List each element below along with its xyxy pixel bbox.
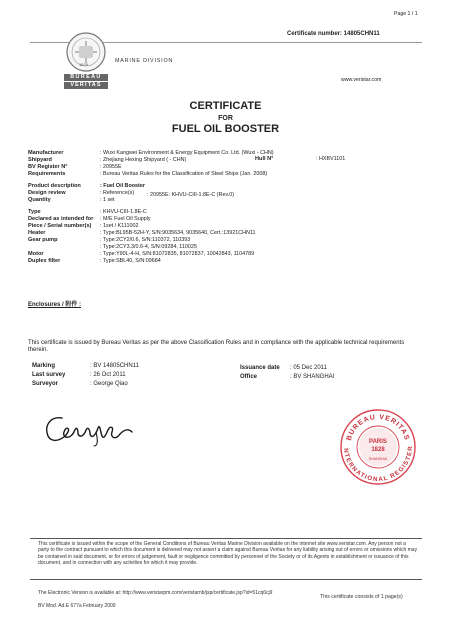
field-bv-register bbox=[28, 164, 438, 171]
statement: This certificate is issued by Bureau Veritas as per the above Classification Rules and in compliance with the applicable technical requirements therein. bbox=[28, 340, 405, 354]
marking-value: : BV 14805CHN11 bbox=[90, 363, 139, 369]
field-shipyard bbox=[28, 157, 438, 164]
design-reference: : 20955E: KHVU-CIII-1.8E-C (Rev.0) bbox=[147, 192, 235, 198]
surveyor-signature bbox=[40, 410, 140, 448]
field-value: : 20955E bbox=[100, 164, 122, 170]
field-label: Manufacturer bbox=[28, 150, 64, 156]
website: www.veristar.com bbox=[341, 77, 382, 83]
field-label: BV Register N° bbox=[28, 164, 68, 170]
title-product: FUEL OIL BOOSTER bbox=[171, 123, 280, 135]
title-certificate: CERTIFICATE bbox=[189, 100, 262, 112]
field-value: : Type:2CY2/0.6, S/N:110372, 110393 bbox=[100, 237, 191, 243]
stamp-top-text: BUREAU VERITAS bbox=[345, 413, 411, 442]
footer-pages: This certificate consists of 1 page(s) bbox=[320, 594, 403, 600]
last-survey-label: Last survey bbox=[32, 372, 66, 378]
field-quantity bbox=[28, 197, 438, 204]
field-value: : 1set / K111002 bbox=[100, 223, 139, 229]
logo-line2: VERITAS bbox=[70, 82, 102, 88]
enclosures: Enclosures / 附件 : bbox=[28, 302, 82, 308]
field-value: : Bureau Veritas Rules for the Classification of Steel Ships (Jan. 2008) bbox=[100, 171, 268, 177]
field-value: : Reference(s) bbox=[100, 190, 135, 196]
surveyor-value: : George Qiao bbox=[90, 381, 128, 387]
field-value: : 1 set bbox=[100, 197, 115, 203]
field-motor bbox=[28, 251, 438, 258]
field-serial-numbers bbox=[28, 223, 438, 230]
hull-value: : HXBV1101 bbox=[316, 156, 346, 162]
field-label: Quantity bbox=[28, 197, 51, 203]
last-survey-value: : 26 Oct 2011 bbox=[90, 372, 126, 378]
hull-label: Hull N° bbox=[255, 156, 274, 162]
field-requirements bbox=[28, 171, 438, 178]
logo-year: 1828 bbox=[79, 62, 88, 67]
footer-disclaimer: This certificate is issued within the scope of the General Conditions of Bureau Veritas Marine Division available on the internet site www.veristar.com. Any person not a party to the contract pursuant to which this document is delivered may not assert a claim against Bureau Veritas for any liability arising out of errors or omissions which may be contained in said document, or for errors of judgement, fault or negligence committed by personnel of the Society or of its Agents in establishment or issuance of this document, and in connection with any activities for which it may provide. bbox=[38, 541, 418, 566]
footer-divider bbox=[30, 538, 422, 539]
certificate-number: Certificate number: 14805CHN11 bbox=[287, 31, 380, 37]
bureau-veritas-logo bbox=[62, 30, 110, 92]
field-value: : Type:2CY3.3/0.6-4, S/N:09284, 110025 bbox=[100, 244, 197, 250]
field-value: : Zhejiang Hexing Shipyard ( - CHN) bbox=[100, 157, 187, 163]
page-number: Page 1 / 1 bbox=[394, 11, 418, 17]
stamp-center-2: 1828 bbox=[371, 447, 385, 453]
logo-line1: BUREAU bbox=[70, 74, 102, 80]
field-product-description bbox=[28, 183, 438, 190]
field-intended-for bbox=[28, 216, 438, 223]
field-value: : Type:BL95B-52H-Y, S/N:9035634, 9035640, Cert.:13921CHN11 bbox=[100, 230, 256, 236]
stamp-inner-text: SHANGHAI bbox=[368, 457, 388, 461]
division-label: MARINE DIVISION bbox=[115, 58, 174, 64]
field-gear-pump bbox=[28, 237, 438, 244]
field-label: Motor bbox=[28, 251, 44, 257]
stamp-bottom-text: NTERNATIONAL REGISTER bbox=[341, 445, 415, 484]
field-label: Shipyard bbox=[28, 157, 52, 163]
field-value: : M/E Fuel Oil Supply bbox=[100, 216, 151, 222]
footer-divider-2 bbox=[30, 579, 422, 580]
stamp-center-1: PARIS bbox=[369, 439, 387, 445]
field-value: : Fuel Oil Booster bbox=[100, 183, 145, 189]
office-value: : BV SHANGHAI bbox=[290, 374, 335, 380]
field-value: : Type:SBL40, S/N:09684 bbox=[100, 258, 161, 264]
field-label: Gear pump bbox=[28, 237, 58, 243]
office-label: Office bbox=[240, 374, 258, 380]
field-label: Piece / Serial number(s) bbox=[28, 223, 92, 229]
marking-label: Marking bbox=[32, 363, 56, 369]
issuance-value: : 05 Dec 2011 bbox=[290, 365, 327, 371]
surveyor-label: Surveyor bbox=[32, 381, 59, 387]
field-type bbox=[28, 209, 438, 216]
field-gear-pump-2 bbox=[28, 244, 438, 251]
field-label: Declared as intended for bbox=[28, 216, 94, 222]
field-label: Requirements bbox=[28, 171, 66, 177]
field-heater bbox=[28, 230, 438, 237]
issuance-label: Issuance date bbox=[240, 365, 280, 371]
title-for: FOR bbox=[218, 115, 233, 122]
field-label: Product description bbox=[28, 183, 81, 189]
field-duplex-filter bbox=[28, 258, 438, 265]
field-manufacturer bbox=[28, 150, 438, 157]
footer-model: BV Mod. Ad.E 677a February 2009 bbox=[38, 603, 116, 609]
footer-electronic: The Electronic Version is available at: http://www.veristarpm.com/veristarnb/jsp/certificate.jsp?id=51cq6cj9 bbox=[38, 590, 273, 596]
stamp-icon bbox=[338, 407, 418, 487]
field-label: Duplex filter bbox=[28, 258, 61, 264]
field-label: Design review bbox=[28, 190, 66, 196]
bureau-veritas-stamp bbox=[338, 407, 418, 487]
field-value: : Type:Y90L-4-H, S/N:81072835, 81072837, 10042843, 1104789 bbox=[100, 251, 255, 257]
field-label: Heater bbox=[28, 230, 46, 236]
field-value: : KHVU-CIII-1.8E-C bbox=[100, 209, 147, 215]
field-label: Type bbox=[28, 209, 41, 215]
field-value: : Wuxi Kangwei Environment & Energy Equipment Co. Ltd. (Wuxi - CHN) bbox=[100, 150, 274, 156]
